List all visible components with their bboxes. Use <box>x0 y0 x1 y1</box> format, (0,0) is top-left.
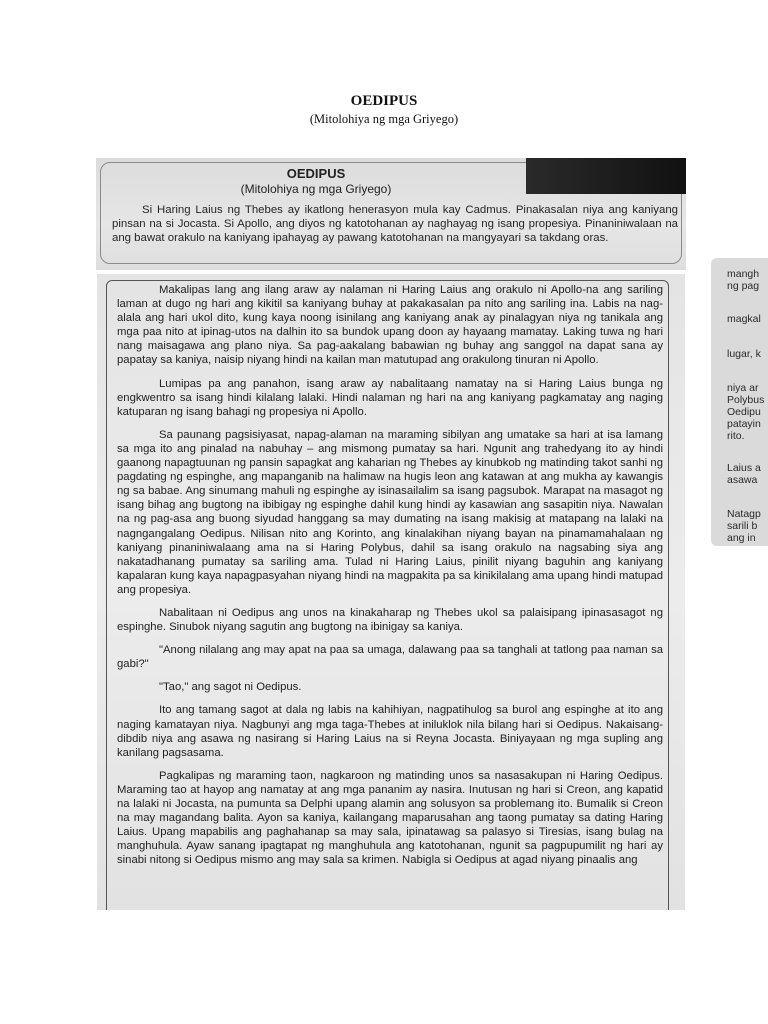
side-line: niya ar <box>727 382 759 394</box>
header-box-dark-corner <box>526 158 686 194</box>
side-line: patayin <box>727 418 761 430</box>
side-line: ang in <box>727 532 756 544</box>
paragraph: Ito ang tamang sagot at dala ng labis na kahihiyan, nagpatihulog sa burol ang espinghe at ito ang naging kamatayan niya. Nagbunyi ang mga taga-Thebes at iniluklok nila bilang hari si Oedipus. Nakaisang-dibdib niya ang asawa ng nasirang si Haring Laius na si Reyna Jocasta. Biniyayaan ng mga supling ang kanilang pagsasama. <box>117 704 663 759</box>
side-page-photo <box>711 258 768 546</box>
header-box-photo <box>96 158 686 270</box>
side-line: Laius a <box>727 462 761 474</box>
side-line: Oedipu <box>727 406 761 418</box>
paragraph: Lumipas pa ang panahon, isang araw ay nabalitaang namatay na si Haring Laius bunga ng engkwentro sa isang hindi kilalang lalaki. Hindi nalaman ng hari na ang kaniyang pagkamatay ang naging katuparan ng isang bahagi ng propesiya ni Apollo. <box>117 377 663 418</box>
side-line: sarili b <box>727 520 758 532</box>
paragraph: Makalipas lang ang ilang araw ay nalaman ni Haring Laius ang orakulo ni Apollo-na ang sariling laman at dugo ng hari ang kikitil sa kaniyang buhay at pakakasalan pa nito ang sariling ina. Labis na nag-alala ang hari ukol dito, kung kaya noong isinilang ang kaniyang anak ay pinalagyan niya ng tanikala ang mga paa nito at ipinag-utos na dalhin ito sa bundok upang doon ay hayaang mamatay. Laking tuwa ng hari nang maisagawa ang plano niya. Sa pag-aakalang babawian ng buhay ang sanggol na dapat sana ay papatay sa kaniya, naisip niyang hindi na kailan man matutupad ang orakulong tinuran ni Apollo. <box>117 284 663 367</box>
document-title: OEDIPUS <box>350 93 418 109</box>
side-line: lugar, k <box>727 348 761 360</box>
header-box-title: OEDIPUS <box>286 166 346 181</box>
side-line: ng pag <box>727 280 760 292</box>
main-page-photo <box>97 274 685 910</box>
main-text <box>117 283 663 876</box>
header-box-subtitle: (Mitolohiya ng mga Griyego) <box>240 182 392 196</box>
document-subtitle: (Mitolohiya ng mga Griyego) <box>309 112 459 126</box>
paragraph: Pagkalipas ng maraming taon, nagkaroon ng matinding unos sa nasasakupan ni Haring Oedipus. Maraming tao at hayop ang namatay at ang mga pananim ay nasira. Inutusan ng hari si Creon, ang kapatid na lalaki ni Jocasta, na pumunta sa Delphi upang alamin ang solusyon sa problemang ito. Bumalik si Creon na may magandang balita. Ayon sa kaniya, kailangang maparusahan ang taong pumatay sa dating Haring Laius. Upang mapabilis ang paghahanap sa may sala, ipinatawag sa palasyo si Tiresias, isang bulag na manghuhula. Ayaw sanang ipagtapat ng manghuhula ang katotohanan, ngunit sa pagpupumilit ng hari ay sinabi nitong si Oedipus mismo ang may sala sa krimen. Nabigla si Oedipus at agad niyang pinaalis ang <box>117 769 663 867</box>
paragraph: Nabalitaan ni Oedipus ang unos na kinakaharap ng Thebes ukol sa palaisipang ipinasasagot ng espinghe. Sinubok niyang sagutin ang bugtong na ibinigay sa kaniya. <box>117 606 663 634</box>
side-line: magkal <box>727 313 761 325</box>
side-line: rito. <box>727 430 745 442</box>
paragraph: Sa paunang pagsisiyasat, napag-alaman na maraming sibilyan ang umatake sa hari at isa lamang sa mga ito ang pinalad na nabuhay – ang mismong pumatay sa hari. Ngunit ang trahedyang ito ay hindi gaanong napagtuunan ng pansin sapagkat ang kaharian ng Thebes ay kinubkob ng matinding takot sanhi ng pagdating ng espinghe, ang mapanganib na halimaw na hugis leon ang katawan at ang mukha ay kawangis ng sa babae. Ang sinumang mahuli ng espinghe ay isinasailalim sa isang pagsubok. Marapat na masagot ng isang bihag ang bugtong na ibibigay ng espinghe dahil kung hindi ay kasawian ang sasapitin niya. Nawalan na ng pag-asa ang buong siyudad hanggang sa may dumating na isang makisig at matapang na lalaki na nagngangalang Oedipus. Nilisan nito ang Korinto, ang kinalakihan niyang bayan na pinamamahalaan ng kaniyang pinaniniwalaang ama na si Haring Polybus, dahil sa isang orakulo na nagsabing siya ang nakatadhanang pumatay sa sariling ama. Tulad ni Haring Laius, pinilit niyang baguhin ang kaniyang kapalaran kung kaya napagpasyahan niyang hindi na magpakita pa sa kinikilalang ama upang hindi matupad ang propesiya. <box>117 428 663 596</box>
side-line: mangh <box>727 268 760 280</box>
header-box-paragraph: Si Haring Laius ng Thebes ay ikatlong henerasyon mula kay Cadmus. Pinakasalan niya ang kaniyang pinsan na si Jocasta. Si Apollo, ang diyos ng katotohanan ay naghayag ng isang propesiya. Pinaniniwalaan na ang bawat orakulo na kaniyang ipahayag ay pawang katotohanan na mangyayari sa takdang oras. <box>112 204 678 245</box>
side-line: Natagp <box>727 508 761 520</box>
side-line: Polybus <box>727 394 765 406</box>
side-line: asawa <box>727 474 758 486</box>
riddle-paragraph: "Anong nilalang ang may apat na paa sa umaga, dalawang paa sa tanghali at tatlong paa naman sa gabi?" <box>117 644 663 671</box>
answer-paragraph: "Tao," ang sagot ni Oedipus. <box>159 681 302 694</box>
